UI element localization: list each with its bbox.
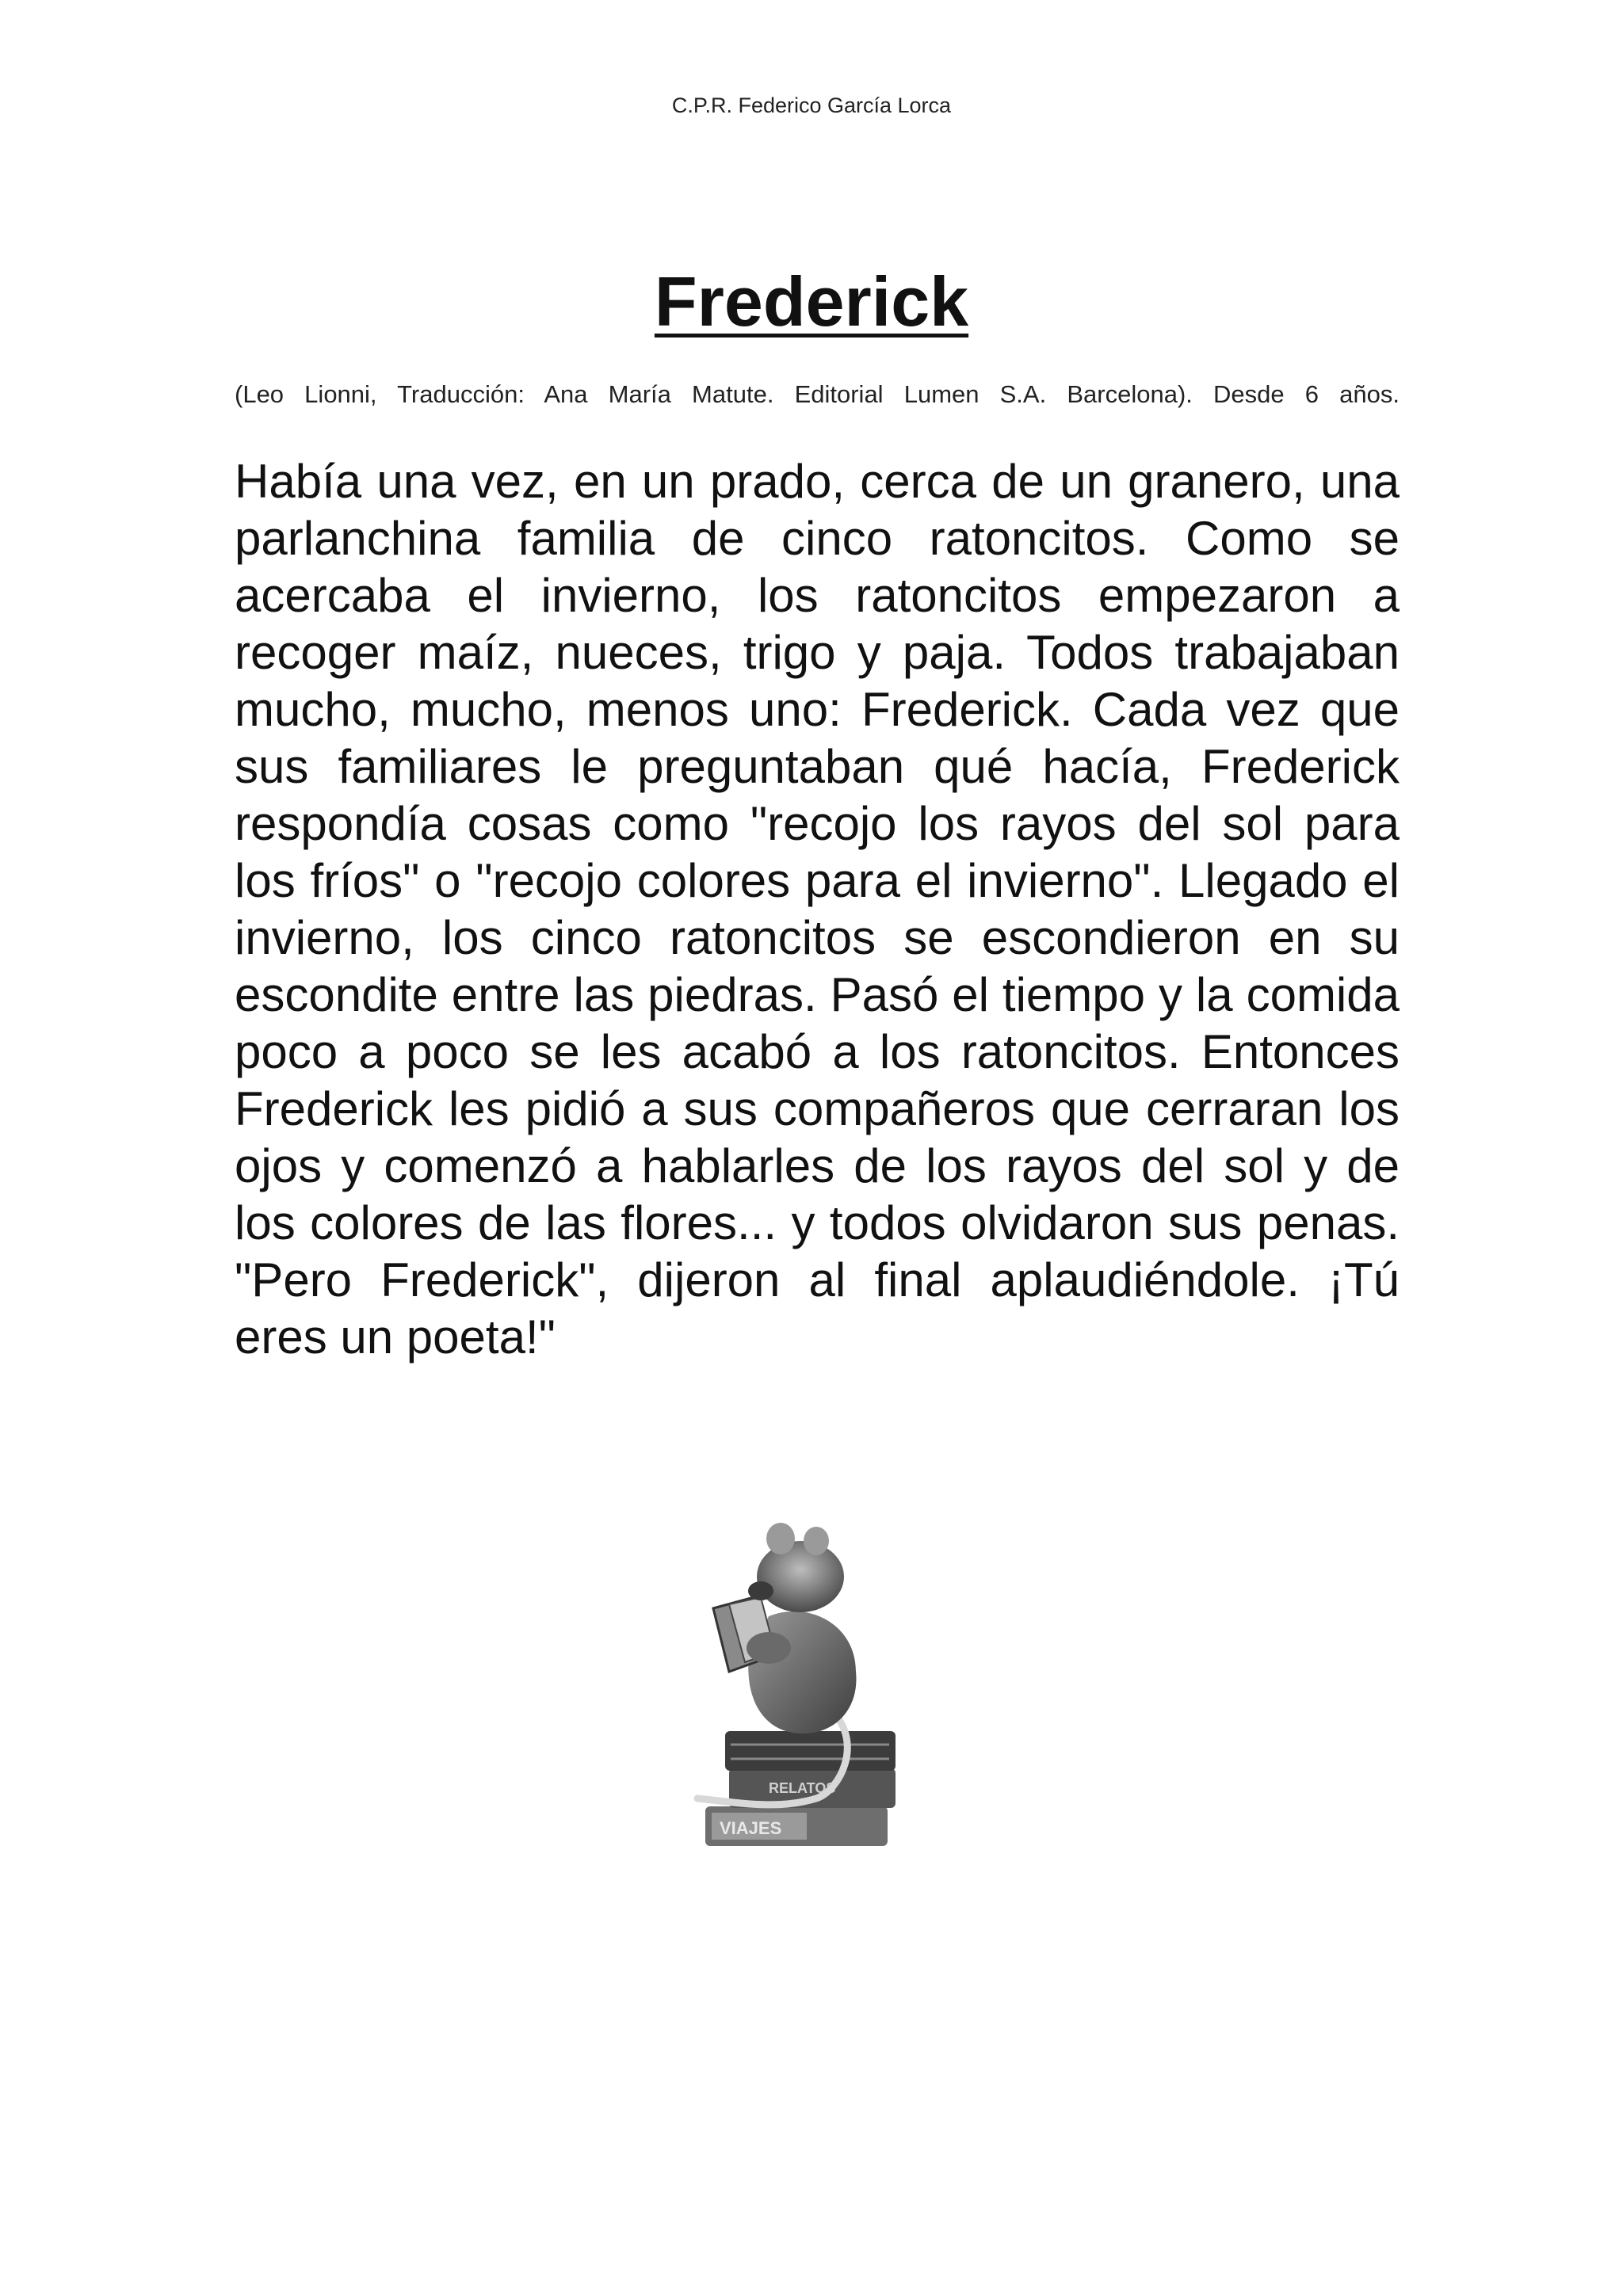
story-credits: (Leo Lionni, Traducción: Ana María Matute. Editorial Lumen S.A. Barcelona). Desde 6 años. bbox=[235, 380, 1400, 408]
book-top bbox=[725, 1731, 896, 1771]
book-label-viajes: VIAJES bbox=[720, 1818, 782, 1838]
mouse-reading-on-books-icon bbox=[682, 1521, 951, 1870]
story-title: Frederick bbox=[654, 262, 969, 341]
book-label-relatos: RELATOS bbox=[769, 1780, 836, 1796]
school-header: C.P.R. Federico García Lorca bbox=[671, 93, 952, 117]
story-text: Había una vez, en un prado, cerca de un granero, una parlanchina familia de cinco ratoncitos. Como se acercaba el invierno, los ratoncitos empezaron a recoger maíz, nueces, trigo y paja. Todos trabajaban mucho, mucho, menos uno: Frederick. Cada vez que sus familiares le preguntaban qué hacía, Frederick respondía cosas como "recojo los rayos del sol para los fríos" o "recojo colores para el invierno". Llegado el invierno, los cinco ratoncitos se escondieron en su escondite entre las piedras. Pasó el tiempo y la comida poco a poco se les acabó a los ratoncitos. Entonces Frederick les pidió a sus compañeros que cerraran los ojos y comenzó a hablarles de los rayos del sol y de los colores de las flores... y todos olvidaron sus penas. "Pero Frederick", dijeron al final aplaudiéndole. ¡Tú eres un poeta!" bbox=[235, 455, 1400, 1363]
